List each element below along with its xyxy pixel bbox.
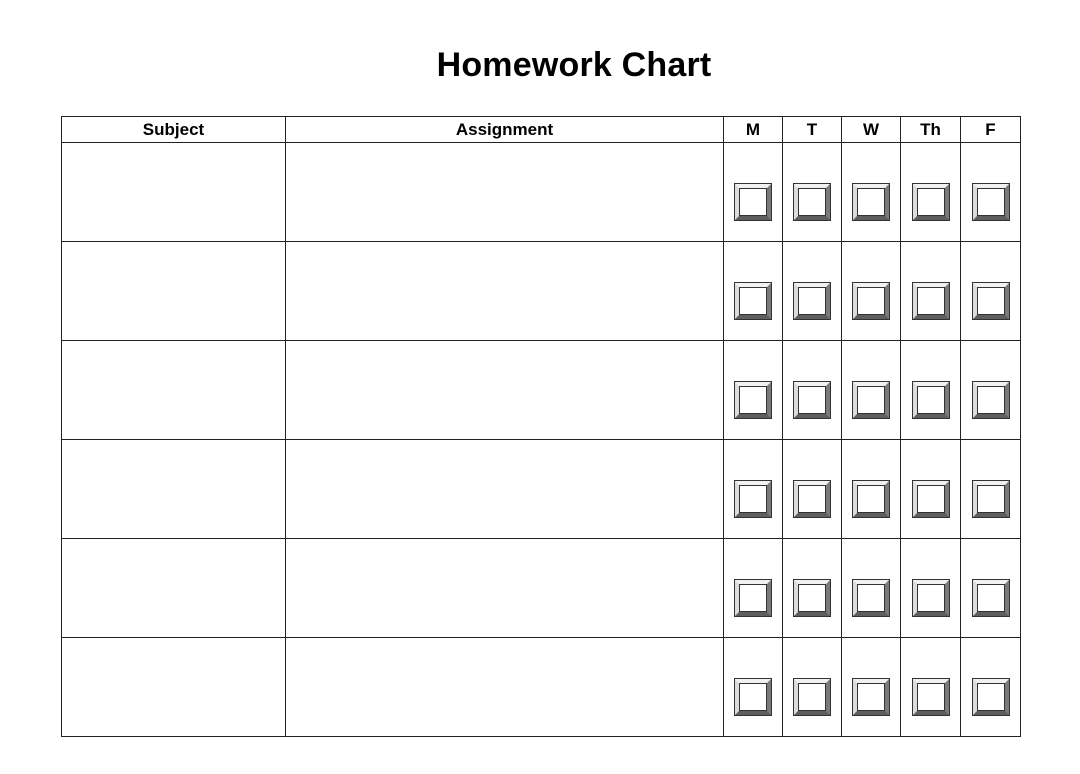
day-cell-wednesday [842, 242, 901, 341]
subject-cell[interactable] [62, 638, 286, 737]
assignment-cell[interactable] [286, 242, 724, 341]
day-cell-thursday [901, 143, 961, 242]
day-cell-tuesday [783, 440, 842, 539]
day-cell-monday [724, 143, 783, 242]
day-cell-wednesday [842, 143, 901, 242]
checkbox-wednesday[interactable] [852, 282, 890, 320]
checkbox-thursday[interactable] [912, 678, 950, 716]
subject-header: Subject [62, 117, 286, 143]
assignment-cell[interactable] [286, 143, 724, 242]
checkbox-monday[interactable] [734, 678, 772, 716]
checkbox-wednesday[interactable] [852, 183, 890, 221]
day-cell-thursday [901, 440, 961, 539]
day-cell-friday [961, 539, 1021, 638]
checkbox-wednesday[interactable] [852, 579, 890, 617]
subject-cell[interactable] [62, 143, 286, 242]
assignment-cell[interactable] [286, 539, 724, 638]
checkbox-thursday[interactable] [912, 480, 950, 518]
day-cell-tuesday [783, 242, 842, 341]
day-cell-wednesday [842, 341, 901, 440]
day-cell-friday [961, 242, 1021, 341]
day-cell-thursday [901, 539, 961, 638]
day-cell-wednesday [842, 539, 901, 638]
table-row [62, 539, 1021, 638]
day-cell-thursday [901, 341, 961, 440]
table-row [62, 143, 1021, 242]
day-header-friday: F [961, 117, 1021, 143]
day-cell-monday [724, 341, 783, 440]
day-cell-tuesday [783, 638, 842, 737]
page-title: Homework Chart [436, 46, 712, 84]
checkbox-monday[interactable] [734, 282, 772, 320]
subject-cell[interactable] [62, 440, 286, 539]
day-cell-friday [961, 143, 1021, 242]
checkbox-tuesday[interactable] [793, 381, 831, 419]
day-cell-wednesday [842, 440, 901, 539]
checkbox-tuesday[interactable] [793, 183, 831, 221]
table-row [62, 638, 1021, 737]
checkbox-friday[interactable] [972, 183, 1010, 221]
checkbox-wednesday[interactable] [852, 381, 890, 419]
day-cell-thursday [901, 638, 961, 737]
checkbox-monday[interactable] [734, 381, 772, 419]
checkbox-tuesday[interactable] [793, 282, 831, 320]
day-cell-wednesday [842, 638, 901, 737]
day-header-thursday: Th [901, 117, 961, 143]
checkbox-thursday[interactable] [912, 579, 950, 617]
checkbox-friday[interactable] [972, 579, 1010, 617]
day-cell-friday [961, 341, 1021, 440]
homework-table [61, 116, 1021, 737]
day-cell-friday [961, 440, 1021, 539]
day-cell-monday [724, 638, 783, 737]
checkbox-monday[interactable] [734, 579, 772, 617]
checkbox-tuesday[interactable] [793, 480, 831, 518]
checkbox-thursday[interactable] [912, 282, 950, 320]
checkbox-friday[interactable] [972, 282, 1010, 320]
day-header-tuesday: T [783, 117, 842, 143]
day-header-wednesday: W [842, 117, 901, 143]
subject-cell[interactable] [62, 539, 286, 638]
checkbox-wednesday[interactable] [852, 480, 890, 518]
checkbox-monday[interactable] [734, 183, 772, 221]
table-row [62, 440, 1021, 539]
checkbox-tuesday[interactable] [793, 678, 831, 716]
checkbox-thursday[interactable] [912, 183, 950, 221]
checkbox-friday[interactable] [972, 381, 1010, 419]
day-cell-thursday [901, 242, 961, 341]
assignment-cell[interactable] [286, 341, 724, 440]
day-cell-tuesday [783, 143, 842, 242]
day-cell-monday [724, 440, 783, 539]
day-cell-tuesday [783, 341, 842, 440]
assignment-header: Assignment [286, 117, 724, 143]
day-header-monday: M [724, 117, 783, 143]
assignment-cell[interactable] [286, 440, 724, 539]
table-row [62, 341, 1021, 440]
assignment-cell[interactable] [286, 638, 724, 737]
day-cell-monday [724, 242, 783, 341]
table-row [62, 242, 1021, 341]
header-row [62, 117, 1021, 143]
day-cell-tuesday [783, 539, 842, 638]
checkbox-thursday[interactable] [912, 381, 950, 419]
checkbox-friday[interactable] [972, 678, 1010, 716]
subject-cell[interactable] [62, 341, 286, 440]
checkbox-wednesday[interactable] [852, 678, 890, 716]
checkbox-tuesday[interactable] [793, 579, 831, 617]
day-cell-monday [724, 539, 783, 638]
checkbox-monday[interactable] [734, 480, 772, 518]
day-cell-friday [961, 638, 1021, 737]
subject-cell[interactable] [62, 242, 286, 341]
checkbox-friday[interactable] [972, 480, 1010, 518]
